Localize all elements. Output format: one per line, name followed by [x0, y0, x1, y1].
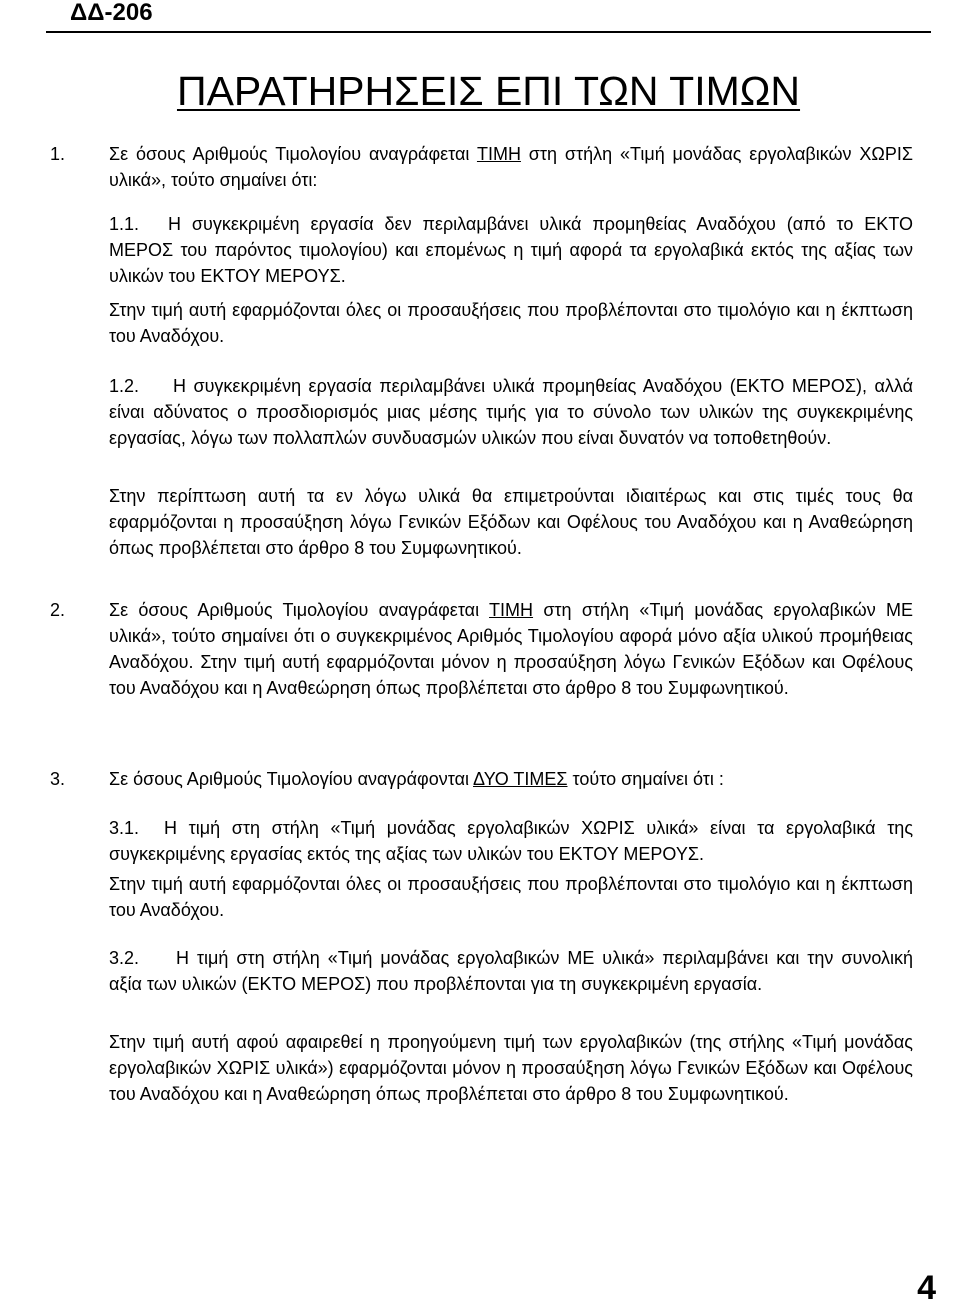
subsection-number: 3.1.	[109, 818, 140, 838]
section-text-end: τούτο σημαίνει ότι :	[567, 769, 724, 789]
section-text-start: Σε όσους Αριθμούς Τιμολογίου αναγράφεται	[109, 600, 490, 620]
paragraph: Η συγκεκριμένη εργασία περιλαμβάνει υλικά προμηθείας Αναδόχου (ΕΚΤΟ ΜΕΡΟΣ), αλλά είναι αδύνατος ο προσδιορισμός μιας μέσης τιμής για το σύνολο των υλικών της συγκεκριμένης εργασίας, λόγω των πολλαπλών συνδυασμών υλικών που είναι δυνατόν να τοποθετηθούν.	[109, 376, 913, 448]
section-text-start: Σε όσους Αριθμούς Τιμολογίου αναγράφονται	[109, 769, 474, 789]
subsection-text	[109, 297, 913, 349]
subsection-text	[109, 483, 913, 561]
document-code: ΔΔ-206	[70, 0, 153, 26]
subsection-text	[109, 1029, 913, 1107]
subsection-text	[109, 871, 913, 923]
paragraph: Η τιμή στη στήλη «Τιμή μονάδας εργολαβικών ΧΩΡΙΣ υλικά» είναι τα εργολαβικά της συγκεκριμένης εργασίας εκτός της αξίας των υλικών του ΕΚΤΟΥ ΜΕΡΟΥΣ.	[109, 818, 913, 864]
section-text	[109, 141, 913, 193]
section-text-end: στη στήλη «Τιμή μονάδας εργολαβικών ΜΕ υλικά», τούτο σημαίνει ότι ο συγκεκριμένος Αριθμός Τιμολογίου αφορά μόνο αξία υλικού προμήθειας Αναδόχου. Στην τιμή αυτή εφαρμόζονται μόνον η προσαύξηση λόγω Γενικών Εξόδων και Οφέλους του Αναδόχου και η Αναθεώρηση όπως προβλέπεται στο άρθρο 8 του Συμφωνητικού.	[109, 600, 913, 698]
subsection-number: 1.2.	[109, 376, 140, 396]
section-text-end: στη στήλη «Τιμή μονάδας εργολαβικών ΧΩΡΙΣ υλικά», τούτο σημαίνει ότι:	[109, 144, 913, 190]
subsection-text	[109, 211, 913, 289]
subsection-text	[109, 815, 913, 867]
subsection-text	[109, 373, 913, 451]
section-text	[109, 766, 913, 792]
underlined-term: ΔΥΟ ΤΙΜΕΣ	[473, 769, 568, 789]
paragraph: Στην τιμή αυτή αφού αφαιρεθεί η προηγούμενη τιμή των εργολαβικών (της στήλης «Τιμή μονάδας εργολαβικών ΧΩΡΙΣ υλικά») εφαρμόζονται μόνον η προσαύξηση λόγω Γενικών Εξόδων και Οφέλους του Αναδόχου και η Αναθεώρηση όπως προβλέπεται στο άρθρο 8 του Συμφωνητικού.	[109, 1032, 913, 1104]
page-title: ΠΑΡΑΤΗΡΗΣΕΙΣ ΕΠΙ ΤΩΝ ΤΙΜΩΝ	[176, 68, 801, 114]
subsection-number: 1.1.	[109, 214, 140, 234]
page-number: 4	[917, 1269, 936, 1307]
paragraph: Στην περίπτωση αυτή τα εν λόγω υλικά θα επιμετρούνται ιδιαιτέρως και στις τιμές τους θα εφαρμόζονται η προσαύξηση λόγω Γενικών Εξόδων και Οφέλους του Αναδόχου και η Αναθεώρηση όπως προβλέπεται στο άρθρο 8 του Συμφωνητικού.	[109, 486, 913, 558]
underlined-term: ΤΙΜΗ	[476, 144, 521, 164]
subsection-number: 3.2.	[109, 948, 140, 968]
subsection-text	[109, 945, 913, 997]
underlined-term: ΤΙΜΗ	[489, 600, 534, 620]
section-number: 3.	[50, 769, 66, 789]
paragraph: Στην τιμή αυτή εφαρμόζονται όλες οι προσαυξήσεις που προβλέπονται στο τιμολόγιο και η έκπτωση του Αναδόχου.	[109, 300, 913, 346]
paragraph: Στην τιμή αυτή εφαρμόζονται όλες οι προσαυξήσεις που προβλέπονται στο τιμολόγιο και η έκπτωση του Αναδόχου.	[109, 874, 913, 920]
paragraph: Η τιμή στη στήλη «Τιμή μονάδας εργολαβικών ΜΕ υλικά» περιλαμβάνει και την συνολική αξία των υλικών (ΕΚΤΟ ΜΕΡΟΣ) που προβλέπονται για τη συγκεκριμένη εργασία.	[109, 948, 913, 994]
section-number: 2.	[50, 600, 66, 620]
paragraph: Η συγκεκριμένη εργασία δεν περιλαμβάνει υλικά προμηθείας Αναδόχου (από το ΕΚΤΟ ΜΕΡΟΣ του παρόντος τιμολογίου) και επομένως η τιμή αφορά τα εργολαβικά εκτός της αξίας των υλικών του ΕΚΤΟΥ ΜΕΡΟΥΣ.	[109, 214, 913, 286]
section-number: 1.	[50, 144, 66, 164]
section-text-start: Σε όσους Αριθμούς Τιμολογίου αναγράφεται	[109, 144, 477, 164]
header-divider	[46, 31, 931, 33]
section-text	[109, 597, 913, 701]
